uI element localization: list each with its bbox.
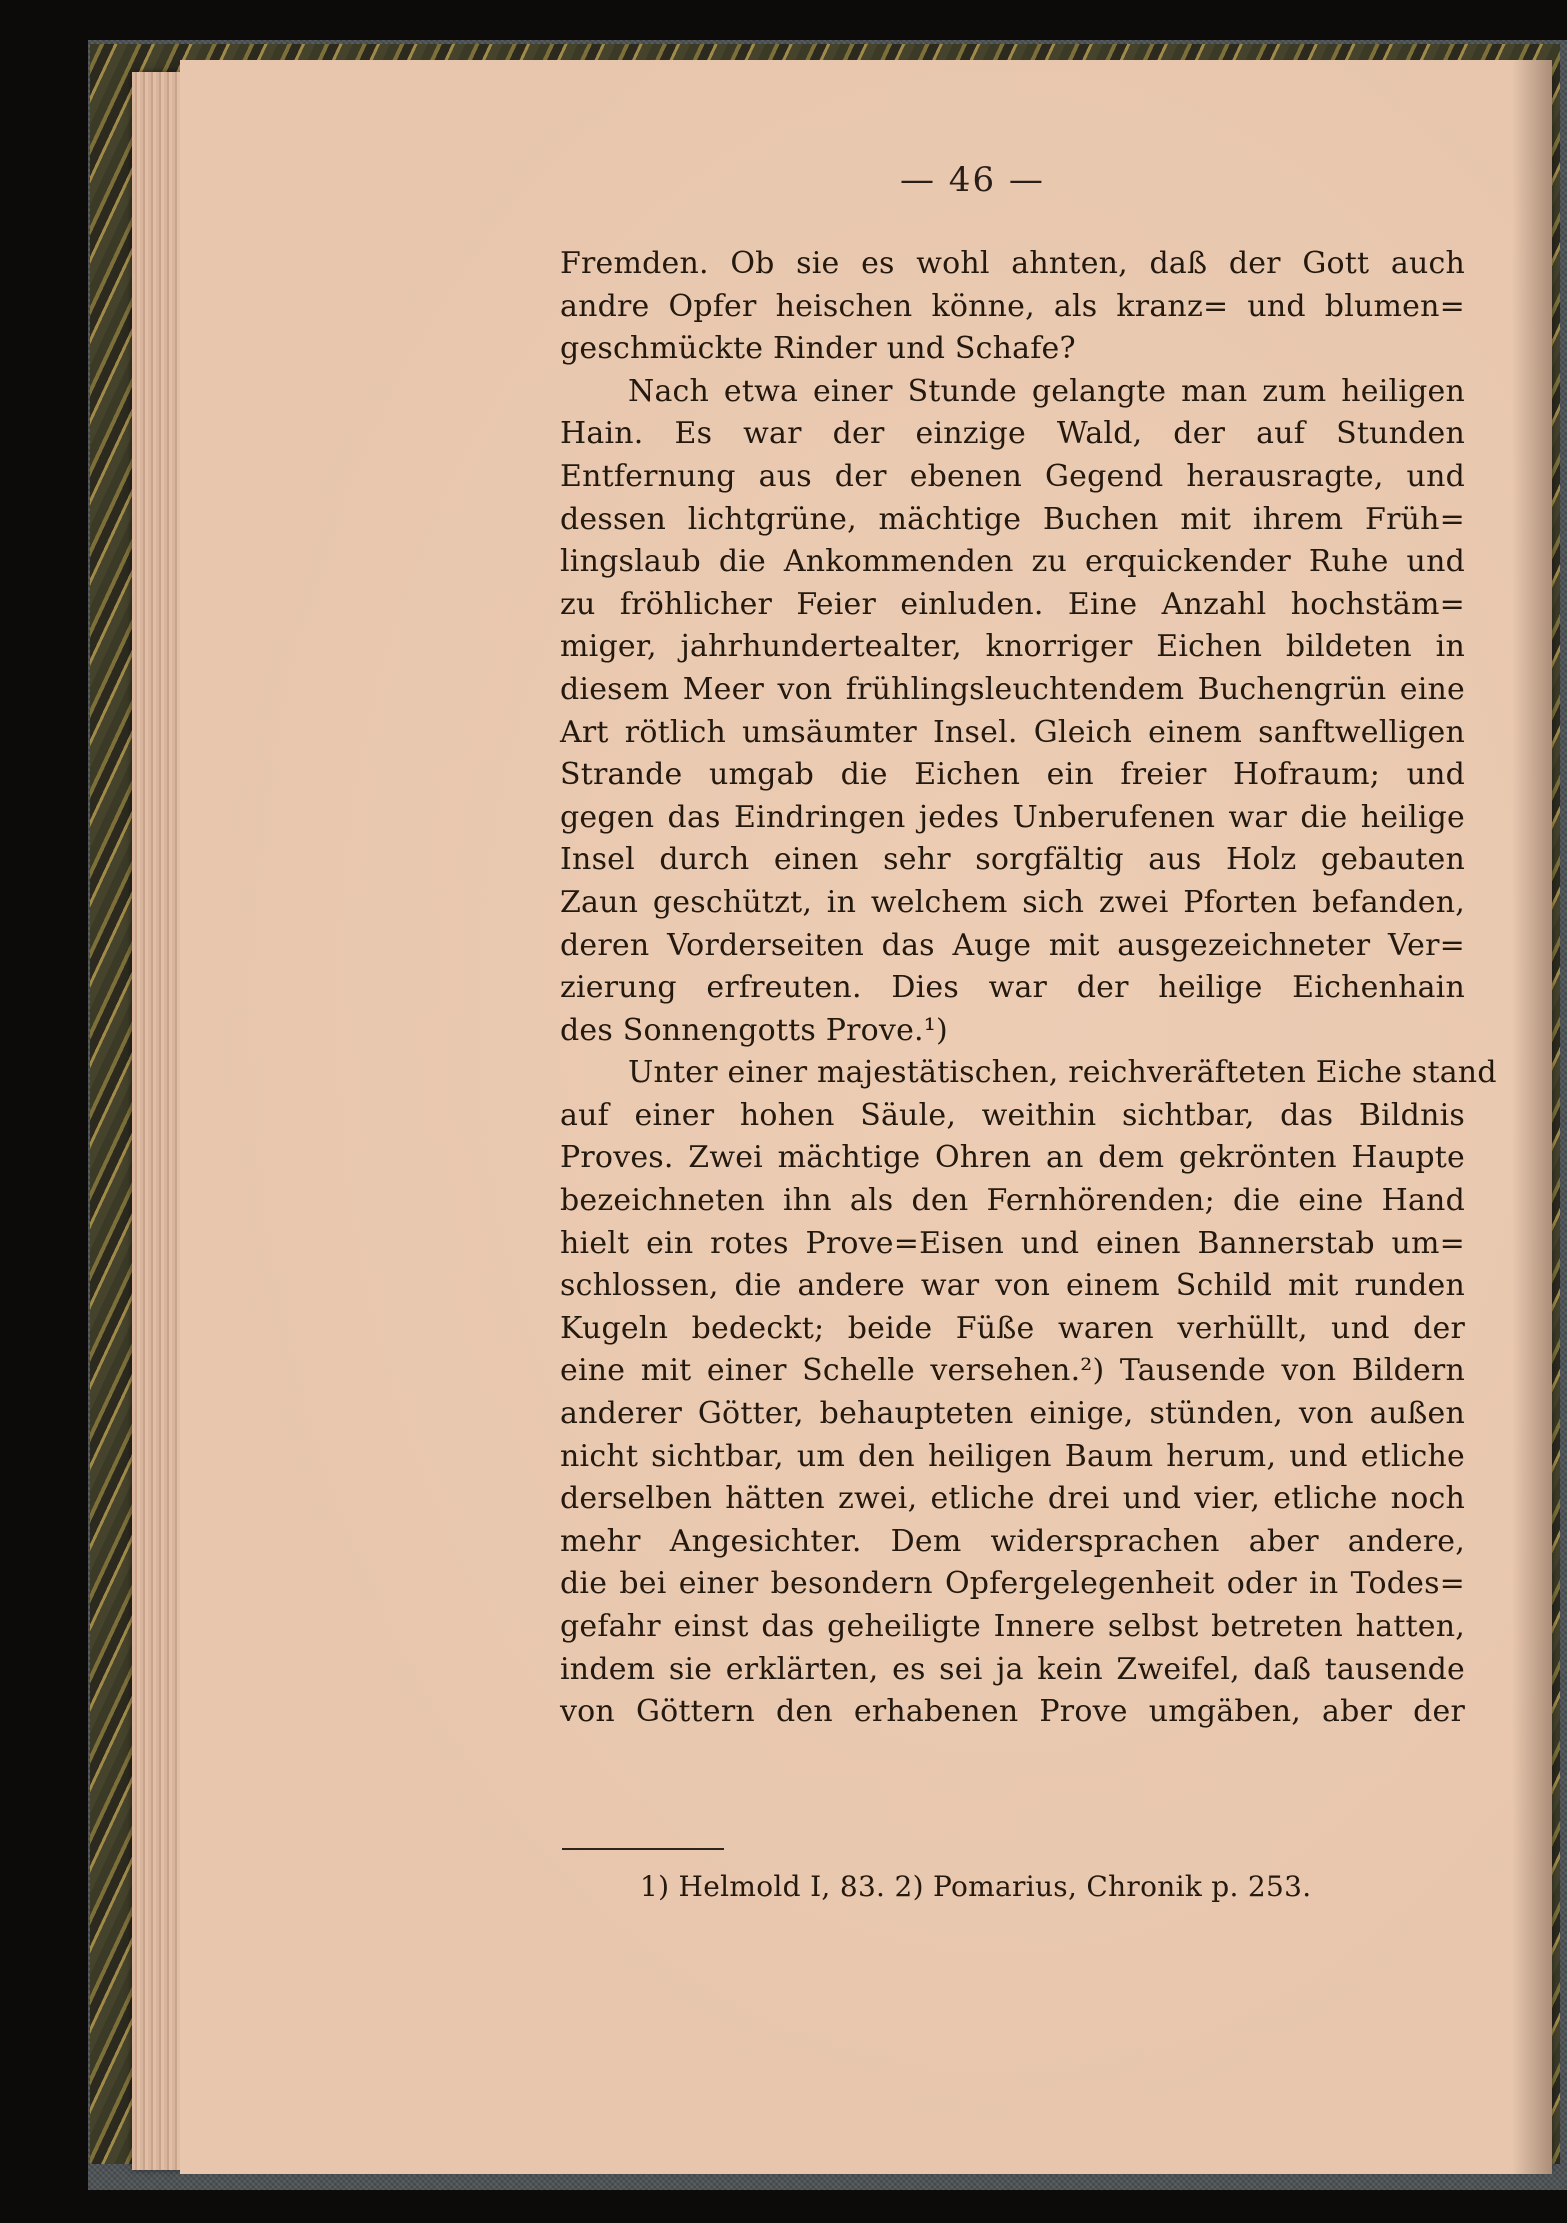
text-line: gegen das Eindringen jedes Unberufenen war die heilige bbox=[560, 799, 1465, 835]
text-line: diesem Meer von frühlingsleuchtendem Buchengrün eine bbox=[560, 671, 1465, 707]
text-line: derselben hätten zwei, etliche drei und vier, etliche noch bbox=[560, 1481, 1465, 1517]
text-line: bezeichneten ihn als den Fernhörenden; die eine Hand bbox=[560, 1183, 1465, 1219]
text-line: gefahr einst das geheiligte Innere selbst betreten hatten, bbox=[560, 1609, 1465, 1644]
text-line: Nach etwa einer Stunde gelangte man zum heiligen bbox=[628, 373, 1465, 409]
text-line: Fremden. Ob sie es wohl ahnten, daß der Gott auch bbox=[560, 246, 1465, 281]
footnote: 1) Helmold I, 83. 2) Pomarius, Chronik p. 253. bbox=[640, 1870, 1312, 1903]
text-line: miger, jahrhundertealter, knorriger Eichen bildeten in bbox=[560, 629, 1465, 665]
text-line: Art rötlich umsäumter Insel. Gleich einem sanftwelligen bbox=[560, 714, 1465, 750]
text-line: Hain. Es war der einzige Wald, der auf Stunden bbox=[560, 416, 1465, 452]
text-line: andre Opfer heischen könne, als kranz= und blumen= bbox=[560, 288, 1465, 324]
text-line: auf einer hohen Säule, weithin sichtbar, das Bildnis bbox=[560, 1097, 1465, 1133]
text-line: eine mit einer Schelle versehen.²) Tausende von Bildern bbox=[560, 1353, 1465, 1389]
text-line: lingslaub die Ankommenden zu erquickender Ruhe und bbox=[560, 544, 1465, 580]
text-line: des Sonnengotts Prove.¹) bbox=[560, 1012, 948, 1048]
text-line: schlossen, die andere war von einem Schild mit runden bbox=[560, 1268, 1465, 1304]
page-number: — 46 — bbox=[900, 160, 1045, 200]
text-line: Proves. Zwei mächtige Ohren an dem gekrönten Haupte bbox=[560, 1140, 1465, 1176]
footnote-rule bbox=[562, 1848, 724, 1850]
gutter-shadow bbox=[1512, 60, 1552, 2174]
text-line: geschmückte Rinder und Schafe? bbox=[560, 331, 1076, 367]
text-line: Strande umgab die Eichen ein freier Hofraum; und bbox=[560, 757, 1465, 793]
text-line: hielt ein rotes Prove=Eisen und einen Bannerstab um= bbox=[560, 1225, 1465, 1261]
body-text bbox=[560, 243, 1497, 1734]
text-line: Zaun geschützt, in welchem sich zwei Pforten befanden, bbox=[560, 884, 1465, 920]
text-line: Entfernung aus der ebenen Gegend herausragte, und bbox=[560, 458, 1465, 494]
text-line: nicht sichtbar, um den heiligen Baum herum, und etliche bbox=[560, 1438, 1465, 1474]
text-line: zu fröhlicher Feier einluden. Eine Anzahl hochstäm= bbox=[560, 586, 1465, 622]
text-line: von Göttern den erhabenen Prove umgäben, aber der bbox=[560, 1694, 1465, 1730]
text-line: Insel durch einen sehr sorgfältig aus Holz gebauten bbox=[560, 842, 1465, 878]
text-line: zierung erfreuten. Dies war der heilige Eichenhain bbox=[560, 970, 1465, 1006]
text-line: deren Vorderseiten das Auge mit ausgezeichneter Ver= bbox=[560, 927, 1465, 963]
text-line: indem sie erklärten, es sei ja kein Zweifel, daß tausende bbox=[560, 1651, 1465, 1687]
text-line: anderer Götter, behaupteten einige, stünden, von außen bbox=[560, 1396, 1465, 1432]
text-line: dessen lichtgrüne, mächtige Buchen mit ihrem Früh= bbox=[560, 501, 1465, 537]
text-line: Kugeln bedeckt; beide Füße waren verhüllt, und der bbox=[560, 1310, 1465, 1346]
text-line: mehr Angesichter. Dem widersprachen aber andere, bbox=[560, 1523, 1465, 1559]
text-line: Unter einer majestätischen, reichveräfteten Eiche stand bbox=[628, 1055, 1497, 1091]
text-line: die bei einer besondern Opfergelegenheit oder in Todes= bbox=[560, 1566, 1465, 1602]
